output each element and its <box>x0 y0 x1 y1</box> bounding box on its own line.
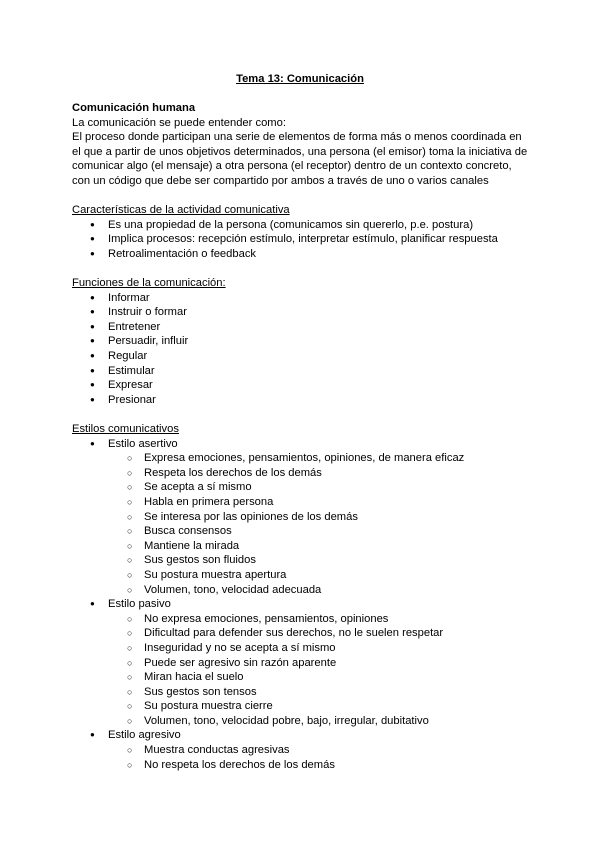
list-item: ● Presionar <box>72 393 532 408</box>
sub-list-item: ○ Sus gestos son fluidos <box>108 553 532 568</box>
estilo-label: Estilo asertivo <box>108 437 178 450</box>
sub-list-item: ○ Expresa emociones, pensamientos, opiniones, de manera eficaz <box>108 451 532 466</box>
estilo-agresivo <box>72 728 532 772</box>
sub-list-item: ○ Volumen, tono, velocidad adecuada <box>108 583 532 598</box>
list-item: ● Implica procesos: recepción estímulo, interpretar estímulo, planificar respuesta <box>72 232 532 247</box>
pasivo-sublist <box>108 612 532 729</box>
intro-section <box>72 101 532 189</box>
caracteristicas-heading: Características de la actividad comunicativa <box>72 204 290 216</box>
list-item: ● Instruir o formar <box>72 305 532 320</box>
asertivo-sublist <box>108 451 532 597</box>
intro-line: La comunicación se puede entender como: <box>72 116 286 129</box>
caracteristicas-section <box>72 203 532 261</box>
sub-list-item: ○ Se interesa por las opiniones de los demás <box>108 510 532 525</box>
sub-list-item: ○ Se acepta a sí mismo <box>108 480 532 495</box>
list-item: ● Regular <box>72 349 532 364</box>
list-item: ● Es una propiedad de la persona (comunicamos sin quererlo, p.e. postura) <box>72 218 532 233</box>
sub-list-item: ○ Mantiene la mirada <box>108 539 532 554</box>
estilo-label: Estilo agresivo <box>108 729 181 742</box>
sub-list-item: ○ Su postura muestra apertura <box>108 568 532 583</box>
list-item: ● Informar <box>72 291 532 306</box>
list-item: ● Persuadir, influir <box>72 334 532 349</box>
estilo-pasivo <box>72 597 532 728</box>
sub-list-item: ○ Inseguridad y no se acepta a sí mismo <box>108 641 532 656</box>
funciones-list <box>72 291 532 408</box>
list-item: ● Retroalimentación o feedback <box>72 247 532 262</box>
list-item: ● Expresar <box>72 378 532 393</box>
sub-list-item: ○ Sus gestos son tensos <box>108 685 532 700</box>
estilos-section <box>72 422 532 772</box>
sub-list-item: ○ Busca consensos <box>108 524 532 539</box>
intro-heading: Comunicación humana <box>72 102 196 114</box>
intro-paragraph: El proceso donde participan una serie de elementos de forma más o menos coordinada en el que a partir de unos objetivos determinados, una persona (el emisor) toma la iniciativa de comunicar algo (el mensaje) a otra persona (el receptor) dentro de un contexto concreto, con un código que debe ser compartido por ambos a través de uno o varios canales <box>72 131 528 187</box>
estilo-asertivo <box>72 437 532 598</box>
sub-list-item: ○ Su postura muestra cierre <box>108 699 532 714</box>
funciones-heading: Funciones de la comunicación: <box>72 277 226 289</box>
sub-list-item: ○ Habla en primera persona <box>108 495 532 510</box>
estilos-heading: Estilos comunicativos <box>72 423 179 435</box>
caracteristicas-list <box>72 218 532 262</box>
sub-list-item: ○ No expresa emociones, pensamientos, opiniones <box>108 612 532 627</box>
list-item: ● Entretener <box>72 320 532 335</box>
page-title: Tema 13: Comunicación <box>236 73 364 85</box>
sub-list-item: ○ Miran hacia el suelo <box>108 670 532 685</box>
sub-list-item: ○ Puede ser agresivo sin razón aparente <box>108 656 532 671</box>
sub-list-item: ○ No respeta los derechos de los demás <box>108 758 532 773</box>
sub-list-item: ○ Dificultad para defender sus derechos, no le suelen respetar <box>108 626 532 641</box>
sub-list-item: ○ Muestra conductas agresivas <box>108 743 532 758</box>
sub-list-item: ○ Respeta los derechos de los demás <box>108 466 532 481</box>
list-item: ● Estimular <box>72 364 532 379</box>
funciones-section <box>72 276 532 407</box>
estilos-list <box>72 437 532 773</box>
estilo-label: Estilo pasivo <box>108 598 171 611</box>
agresivo-sublist <box>108 743 532 772</box>
sub-list-item: ○ Volumen, tono, velocidad pobre, bajo, irregular, dubitativo <box>108 714 532 729</box>
